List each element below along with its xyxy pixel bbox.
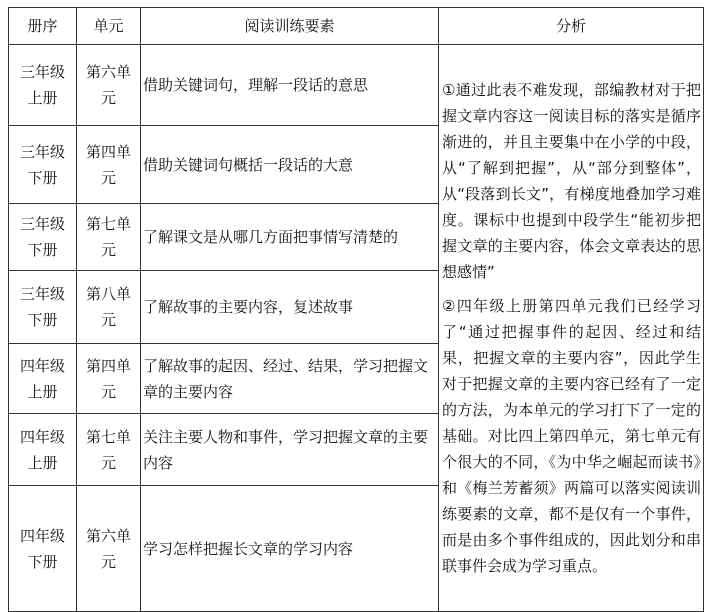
grade-line: 上册 [27,89,58,107]
unit-line: 元 [100,453,116,472]
unit-cell [77,45,141,126]
unit-line: 第七单 [85,427,131,446]
grade-cell [9,45,77,126]
unit-line: 元 [100,552,116,571]
grade-cell [9,344,77,414]
element-cell: 了解故事的起因、经过、结果，学习把握文章的主要内容 [141,344,439,414]
unit-cell [77,414,141,486]
analysis-paragraph-2: ②四年级上册第四单元我们已经学习了“通过把握事件的起因、经过和结果，把握文章的主要内容”，因此学生对于把握文章的主要内容已经有了一定的方法，为本单元的学习打下了一定的基础。对比四上第四单元，第七单元有个很大的不同，《为中华之崛起而读书》和《梅兰芳蓄须》两篇可以落实阅读训练要素的文章，都不是仅有一个事件，而是由多个事件组成的，因此划分和串联事件会成为学习重点。 [442,297,701,575]
analysis-paragraph-1: ①通过此表不难发现，部编教材对于把握文章内容这一阅读目标的落实是循序渐进的，并且主要集中在小学的中段，从“了解到把握”，从“部分到整体”，从“段落到长文”，有梯度地叠加学习难度。课标中也提到中段学生“能初步把握文章的主要内容，体会文章表达的思想感情” [442,81,701,281]
unit-line: 第六单 [85,63,131,81]
grade-line: 下册 [27,552,58,571]
element-cell: 借助关键词句，理解一段话的意思 [141,45,439,126]
unit-line: 元 [100,241,116,259]
reading-elements-table [8,7,704,612]
grade-cell [9,271,77,344]
element-cell: 学习怎样把握长文章的学习内容 [141,486,439,612]
table-header-row [9,8,704,45]
grade-line: 上册 [27,382,58,401]
unit-line: 第四单 [85,356,131,375]
element-cell: 了解故事的主要内容，复述故事 [141,271,439,344]
grade-cell [9,126,77,204]
header-analysis: 分析 [439,8,704,45]
header-grade: 册序 [9,8,77,45]
unit-line: 元 [100,382,116,401]
header-unit: 单元 [77,8,141,45]
grade-line: 三年级 [19,63,65,81]
unit-line: 第八单 [85,285,131,303]
unit-cell [77,344,141,414]
grade-line: 下册 [27,311,58,329]
grade-cell [9,414,77,486]
unit-line: 元 [100,311,116,329]
unit-line: 元 [100,89,116,107]
grade-line: 三年级 [19,285,65,303]
grade-line: 三年级 [19,215,65,233]
grade-line: 四年级 [19,356,65,375]
grade-cell [9,486,77,612]
unit-cell [77,204,141,271]
unit-cell [77,126,141,204]
grade-line: 四年级 [19,427,65,446]
grade-line: 四年级 [19,526,65,545]
unit-line: 第六单 [85,526,131,545]
element-cell: 了解课文是从哪几方面把事情写清楚的 [141,204,439,271]
unit-line: 元 [100,168,116,187]
element-cell: 借助关键词句概括一段话的大意 [141,126,439,204]
unit-cell [77,271,141,344]
unit-line: 第七单 [85,215,131,233]
analysis-cell [439,45,704,612]
grade-line: 下册 [27,168,58,187]
grade-line: 下册 [27,241,58,259]
table-row [9,45,704,126]
unit-cell [77,486,141,612]
grade-line: 上册 [27,453,58,472]
unit-line: 第四单 [85,142,131,161]
grade-line: 三年级 [19,142,65,161]
grade-cell [9,204,77,271]
element-cell: 关注主要人物和事件，学习把握文章的主要内容 [141,414,439,486]
header-element: 阅读训练要素 [141,8,439,45]
